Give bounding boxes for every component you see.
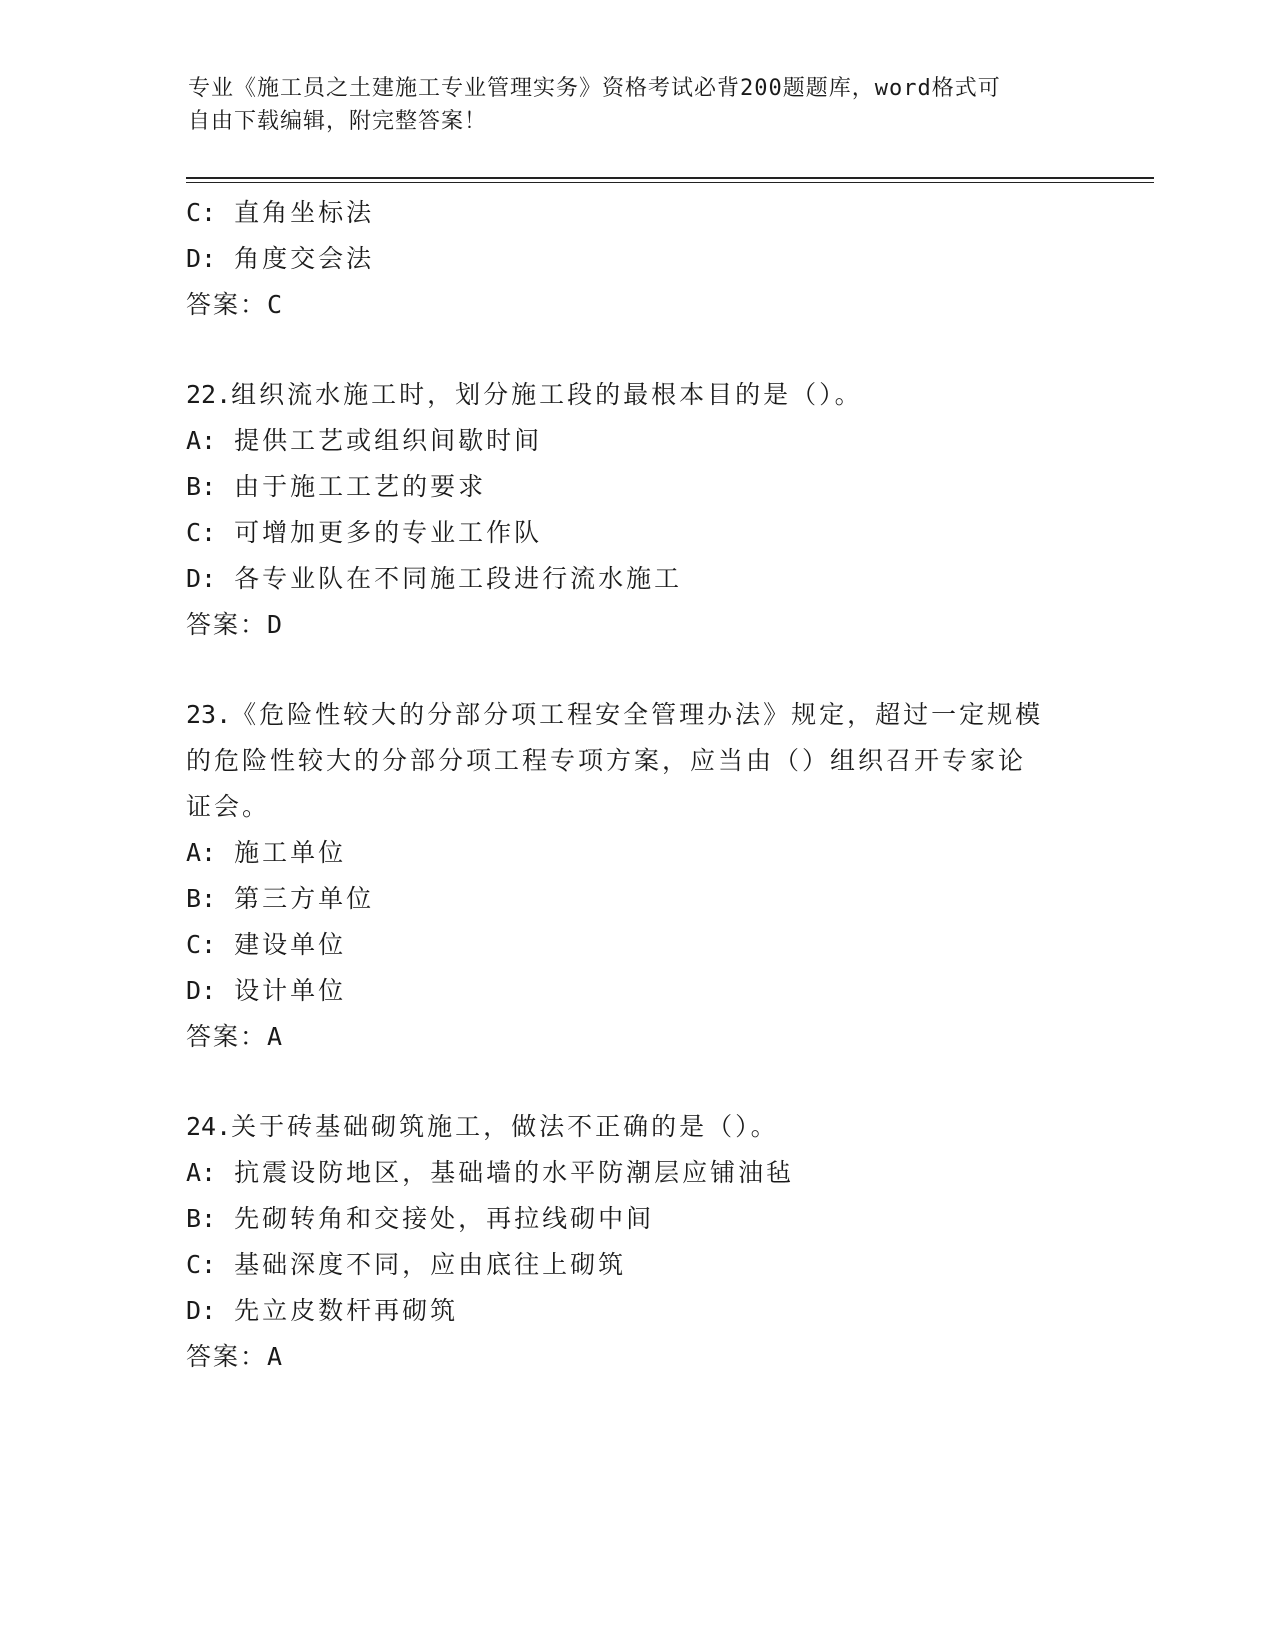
option-key: B: bbox=[186, 1204, 217, 1233]
option-key: C: bbox=[186, 1250, 217, 1279]
question-number: 23. bbox=[186, 700, 232, 729]
option-b bbox=[186, 1196, 1086, 1242]
option-a bbox=[186, 830, 1086, 876]
question-stem bbox=[186, 372, 1086, 418]
option-text: 先砌转角和交接处，再拉线砌中间 bbox=[234, 1204, 655, 1233]
option-key: C: bbox=[186, 930, 217, 959]
option-d bbox=[186, 556, 1086, 602]
option-d bbox=[186, 968, 1086, 1014]
stem-line: 《危险性较大的分部分项工程安全管理办法》规定，超过一定规模 bbox=[231, 700, 1044, 729]
question-24 bbox=[186, 1104, 1086, 1380]
option-key: A: bbox=[186, 426, 217, 455]
option-c bbox=[186, 1242, 1086, 1288]
option-text: 建设单位 bbox=[234, 930, 347, 959]
option-c bbox=[186, 510, 1086, 556]
answer-line: 答案：A bbox=[186, 1342, 285, 1371]
option-text: 设计单位 bbox=[234, 976, 347, 1005]
answer-line: 答案：D bbox=[186, 610, 285, 639]
question-23 bbox=[186, 692, 1086, 1060]
option-key: D: bbox=[186, 244, 217, 273]
stem-line: 关于砖基础砌筑施工，做法不正确的是（）。 bbox=[231, 1112, 779, 1141]
option-text: 直角坐标法 bbox=[234, 198, 375, 227]
answer-line: 答案：A bbox=[186, 1022, 285, 1051]
partial-question-21 bbox=[186, 190, 1086, 328]
option-a bbox=[186, 418, 1086, 464]
option-d bbox=[186, 236, 1086, 282]
header-divider-thin bbox=[186, 182, 1154, 183]
option-text: 施工单位 bbox=[234, 838, 347, 867]
option-text: 角度交会法 bbox=[234, 244, 375, 273]
header-line-1: 专业《施工员之土建施工专业管理实务》资格考试必背200题题库，word格式可 bbox=[188, 76, 1001, 101]
answer-line: 答案：C bbox=[186, 290, 285, 319]
option-d bbox=[186, 1288, 1086, 1334]
option-text: 基础深度不同，应由底往上砌筑 bbox=[234, 1250, 627, 1279]
option-key: A: bbox=[186, 1158, 217, 1187]
option-key: D: bbox=[186, 976, 217, 1005]
option-key: D: bbox=[186, 1296, 217, 1325]
question-stem-continued: 证会。 bbox=[186, 792, 271, 821]
option-b bbox=[186, 464, 1086, 510]
option-key: A: bbox=[186, 838, 217, 867]
question-stem bbox=[186, 1104, 1086, 1150]
option-key: D: bbox=[186, 564, 217, 593]
option-key: C: bbox=[186, 518, 217, 547]
header-line-2: 自由下载编辑，附完整答案！ bbox=[188, 109, 488, 134]
stem-line: 组织流水施工时，划分施工段的最根本目的是（）。 bbox=[231, 380, 863, 409]
option-text: 抗震设防地区，基础墙的水平防潮层应铺油毡 bbox=[234, 1158, 795, 1187]
option-text: 第三方单位 bbox=[234, 884, 375, 913]
question-number: 22. bbox=[186, 380, 232, 409]
question-content bbox=[186, 190, 1086, 1380]
option-text: 各专业队在不同施工段进行流水施工 bbox=[234, 564, 683, 593]
option-text: 先立皮数杆再砌筑 bbox=[234, 1296, 459, 1325]
question-stem-continued: 的危险性较大的分部分项工程专项方案，应当由（）组织召开专家论 bbox=[186, 746, 1027, 775]
question-stem bbox=[186, 692, 1086, 738]
option-b bbox=[186, 876, 1086, 922]
option-c bbox=[186, 190, 1086, 236]
option-text: 由于施工工艺的要求 bbox=[234, 472, 487, 501]
question-number: 24. bbox=[186, 1112, 232, 1141]
option-key: B: bbox=[186, 884, 217, 913]
option-key: C: bbox=[186, 198, 217, 227]
question-22 bbox=[186, 372, 1086, 648]
option-c bbox=[186, 922, 1086, 968]
option-text: 提供工艺或组织间歇时间 bbox=[234, 426, 543, 455]
option-text: 可增加更多的专业工作队 bbox=[234, 518, 543, 547]
option-key: B: bbox=[186, 472, 217, 501]
header-divider-thick bbox=[186, 177, 1154, 179]
option-a bbox=[186, 1150, 1086, 1196]
document-header bbox=[188, 72, 1068, 138]
